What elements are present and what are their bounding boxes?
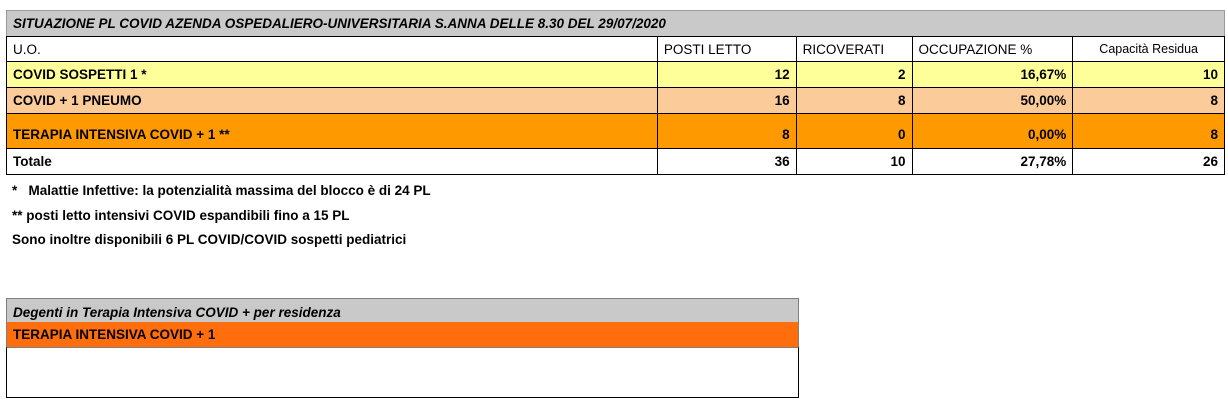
occupazione-value: 0,00% [912, 114, 1073, 148]
posti-letto-value: 12 [657, 62, 796, 87]
residence-table-body [6, 347, 799, 398]
note-2: ** posti letto intensivi COVID espandibili fino a 15 PL [12, 208, 350, 223]
ricoverati-value: 8 [796, 88, 912, 113]
note-1: * Malattie Infettive: la potenzialità massima del blocco è di 24 PL [12, 183, 431, 198]
residence-table-title: Degenti in Terapia Intensiva COVID + per residenza [6, 298, 799, 322]
row-label: COVID + 1 PNEUMO [13, 93, 142, 108]
note-3: Sono inoltre disponibili 6 PL COVID/COVID sospetti pediatrici [12, 232, 407, 247]
ricoverati-value: 10 [796, 149, 912, 174]
table-row [7, 113, 1224, 148]
table-row [7, 87, 1224, 113]
posti-letto-value: 36 [657, 149, 796, 174]
main-table [6, 36, 1225, 175]
main-table-title: SITUAZIONE PL COVID AZENDA OSPEDALIERO-UNIVERSITARIA S.ANNA DELLE 8.30 DEL 29/07/2020 [6, 10, 1225, 36]
capacita-value: 8 [1072, 88, 1224, 113]
ricoverati-value: 0 [796, 114, 912, 148]
occupazione-value: 50,00% [912, 88, 1073, 113]
row-label: Totale [13, 154, 52, 169]
capacita-value: 26 [1072, 149, 1224, 174]
capacita-value: 10 [1072, 62, 1224, 87]
table-row-total [7, 148, 1224, 174]
occupazione-value: 27,78% [912, 149, 1073, 174]
row-label: COVID SOSPETTI 1 * [13, 67, 147, 82]
header-ricoverati: RICOVERATI [796, 37, 912, 61]
table-row [7, 61, 1224, 87]
header-occupazione: OCCUPAZIONE % [912, 37, 1073, 61]
header-posti-letto: POSTI LETTO [657, 37, 796, 61]
capacita-value: 8 [1072, 114, 1224, 148]
row-label: TERAPIA INTENSIVA COVID + 1 ** [13, 127, 230, 142]
residence-table-row: TERAPIA INTENSIVA COVID + 1 [6, 322, 799, 347]
header-uo: U.O. [13, 41, 41, 57]
occupazione-value: 16,67% [912, 62, 1073, 87]
table-header-row [7, 37, 1224, 61]
ricoverati-value: 2 [796, 62, 912, 87]
posti-letto-value: 8 [657, 114, 796, 148]
header-capacita-residua: Capacità Residua [1072, 37, 1224, 61]
posti-letto-value: 16 [657, 88, 796, 113]
